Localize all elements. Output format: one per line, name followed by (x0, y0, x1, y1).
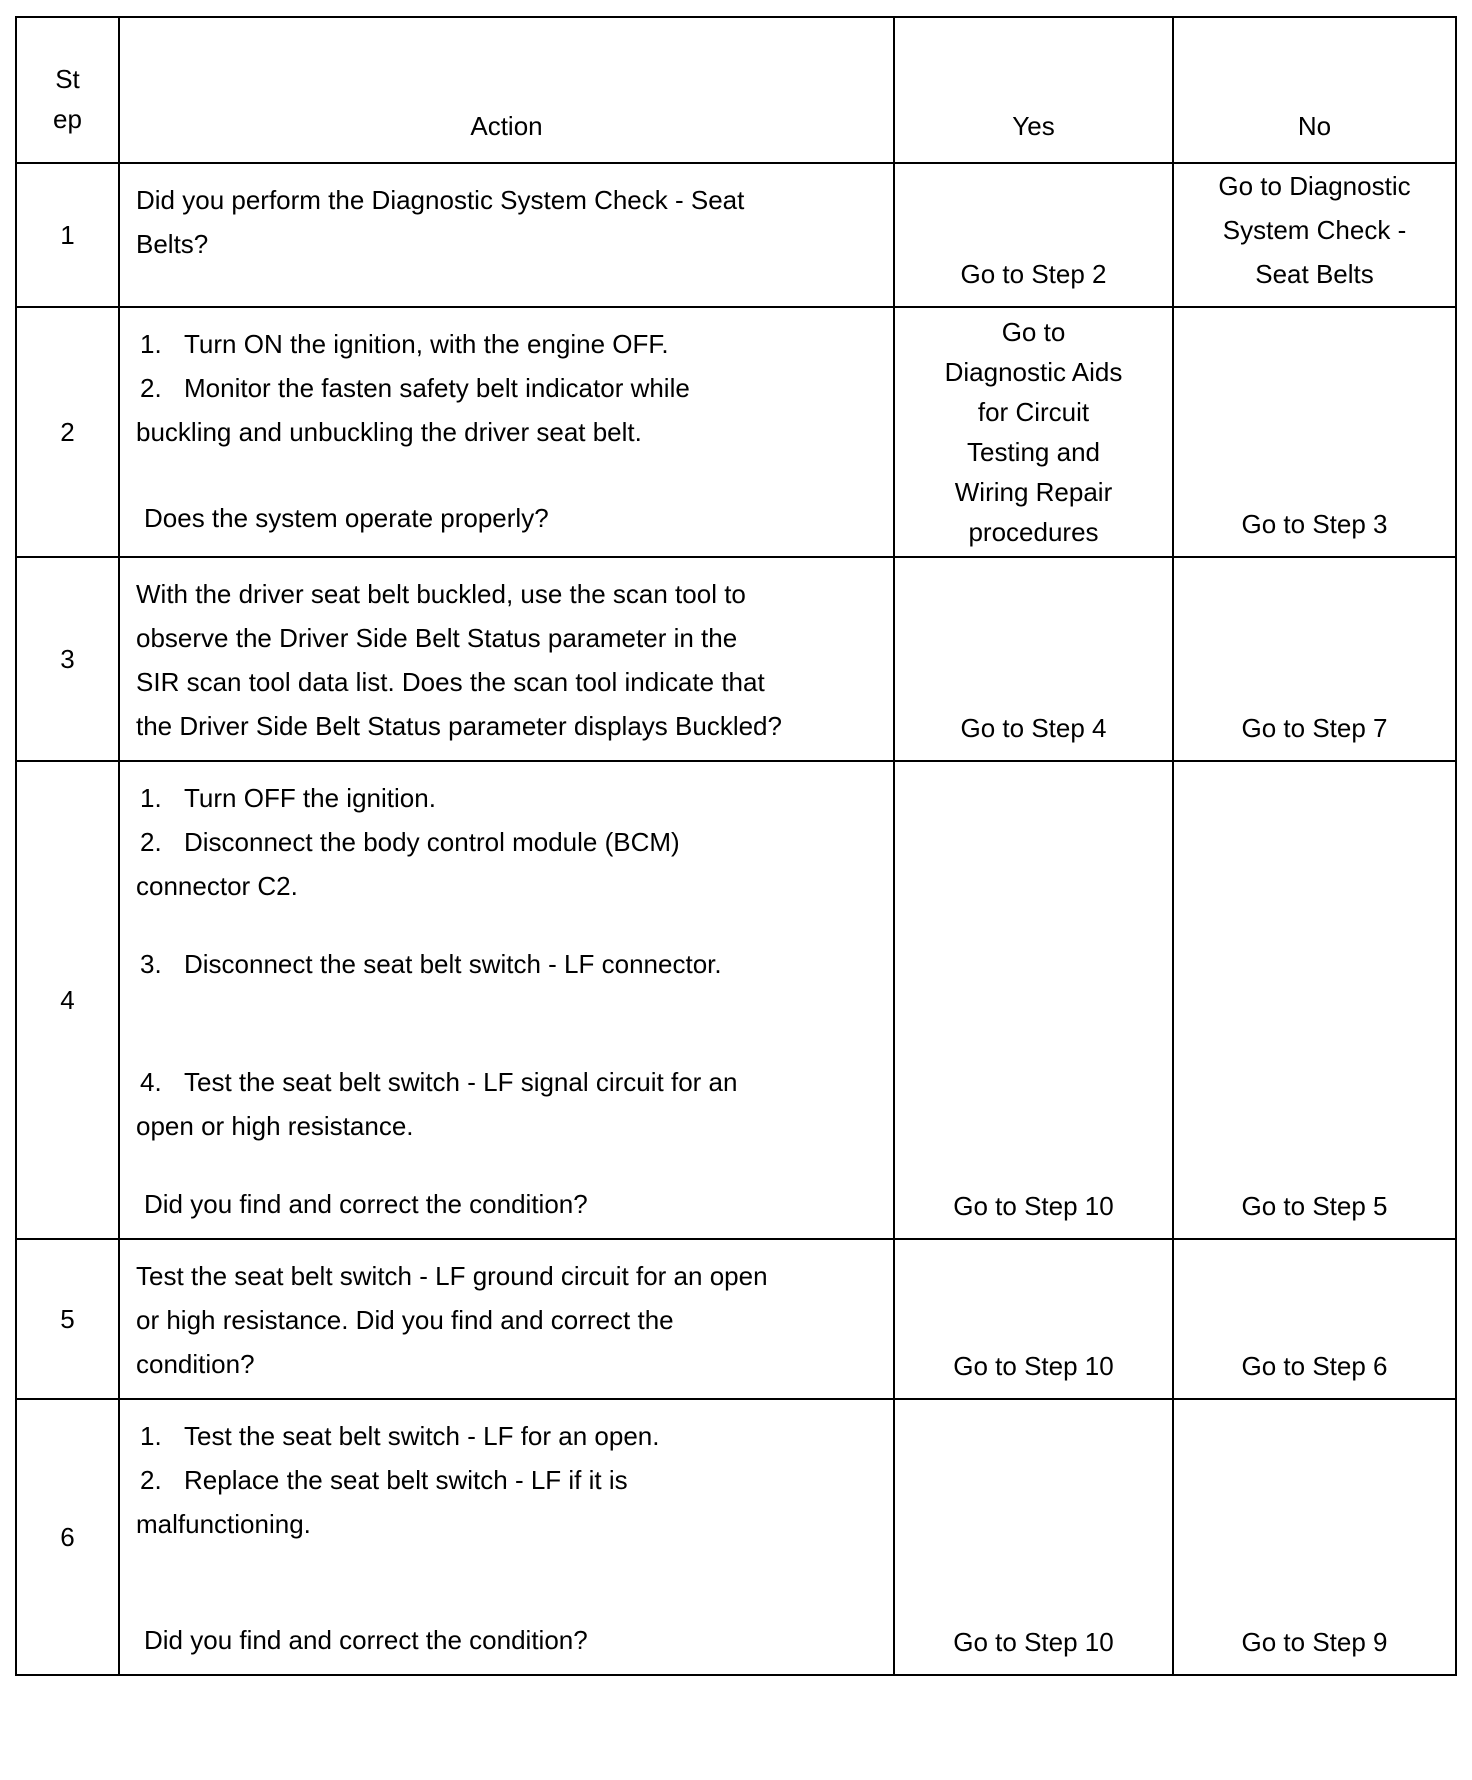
action-item-1 (136, 322, 873, 366)
no-answer: Go to Step 3 (1241, 509, 1388, 539)
action-line: observe the Driver Side Belt Status parameter in the (136, 623, 738, 653)
yes-cell (894, 163, 1173, 307)
action-line: condition? (136, 1349, 255, 1379)
no-answer-line: Seat Belts (1255, 259, 1374, 289)
yes-answer: Go to Step 4 (960, 713, 1107, 743)
item-number: 2. (140, 827, 162, 857)
action-item-4 (136, 1060, 873, 1104)
table-row-step-5 (16, 1239, 1456, 1399)
step-number: 3 (16, 557, 119, 761)
yes-answer: Go to Step 10 (953, 1351, 1114, 1381)
action-item-2 (136, 820, 873, 864)
diagnostic-table (15, 16, 1457, 1676)
action-cell (119, 761, 894, 1239)
item-number: 1. (140, 329, 162, 359)
header-step-line2: ep (53, 104, 82, 134)
yes-answer: Go to Step 2 (960, 259, 1107, 289)
yes-answer: Go to Step 10 (953, 1191, 1114, 1221)
table-row-step-4 (16, 761, 1456, 1239)
yes-answer-line: Go to (1001, 317, 1066, 347)
no-answer-line: Go to Diagnostic (1218, 171, 1411, 201)
item-text: Test the seat belt switch - LF for an open. (184, 1421, 660, 1451)
spacer (136, 454, 873, 496)
action-item-4-cont: open or high resistance. (136, 1111, 414, 1141)
item-text: Turn ON the ignition, with the engine OFF. (184, 329, 669, 359)
action-item-2-cont: malfunctioning. (136, 1509, 311, 1539)
item-text: Disconnect the seat belt switch - LF connector. (184, 949, 722, 979)
yes-answer-line: procedures (968, 517, 1099, 547)
action-line: the Driver Side Belt Status parameter displays Buckled? (136, 711, 782, 741)
yes-answer-line: Wiring Repair (954, 477, 1113, 507)
spacer (136, 908, 873, 942)
table-row-step-2 (16, 307, 1456, 557)
item-number: 3. (140, 949, 162, 979)
header-step-line1: St (55, 64, 80, 94)
no-cell (1173, 557, 1456, 761)
item-number: 1. (140, 783, 162, 813)
yes-cell (894, 1399, 1173, 1675)
yes-answer: Go to Step 10 (953, 1627, 1114, 1657)
action-question: Does the system operate properly? (144, 503, 549, 533)
action-item-1 (136, 1414, 873, 1458)
yes-answer-line: for Circuit (977, 397, 1090, 427)
step-number: 5 (16, 1239, 119, 1399)
action-item-3 (136, 942, 873, 986)
no-answer: Go to Step 5 (1241, 1191, 1388, 1221)
yes-cell (894, 761, 1173, 1239)
action-line: With the driver seat belt buckled, use the scan tool to (136, 579, 746, 609)
item-number: 2. (140, 373, 162, 403)
table-row-step-6 (16, 1399, 1456, 1675)
table-row-step-1 (16, 163, 1456, 307)
action-line: Did you perform the Diagnostic System Check - Seat (136, 185, 745, 215)
action-cell (119, 163, 894, 307)
action-cell (119, 557, 894, 761)
action-line: SIR scan tool data list. Does the scan tool indicate that (136, 667, 765, 697)
no-answer: Go to Step 7 (1241, 713, 1388, 743)
step-number: 1 (16, 163, 119, 307)
diagnostic-page (15, 16, 1455, 1676)
spacer (136, 1148, 873, 1182)
action-cell (119, 1399, 894, 1675)
action-question: Did you find and correct the condition? (144, 1189, 588, 1219)
item-text: Monitor the fasten safety belt indicator while (184, 373, 690, 403)
no-cell (1173, 307, 1456, 557)
action-item-1 (136, 776, 873, 820)
item-number: 1. (140, 1421, 162, 1451)
action-cell (119, 307, 894, 557)
header-no: No (1173, 17, 1456, 163)
action-line: Test the seat belt switch - LF ground circuit for an open (136, 1261, 768, 1291)
item-text: Disconnect the body control module (BCM) (184, 827, 680, 857)
item-text: Test the seat belt switch - LF signal circuit for an (184, 1067, 738, 1097)
action-cell (119, 1239, 894, 1399)
step-number: 4 (16, 761, 119, 1239)
action-line: Belts? (136, 229, 209, 259)
action-question: Did you find and correct the condition? (144, 1625, 588, 1655)
header-yes: Yes (894, 17, 1173, 163)
item-number: 4. (140, 1067, 162, 1097)
yes-answer-line: Testing and (967, 437, 1100, 467)
header-step (16, 17, 119, 163)
yes-answer-line: Diagnostic Aids (944, 357, 1123, 387)
yes-cell (894, 557, 1173, 761)
action-item-2 (136, 366, 873, 410)
spacer (136, 986, 873, 1060)
table-row-step-3 (16, 557, 1456, 761)
no-cell (1173, 1239, 1456, 1399)
item-text: Replace the seat belt switch - LF if it is (184, 1465, 628, 1495)
action-line: or high resistance. Did you find and correct the (136, 1305, 674, 1335)
no-answer: Go to Step 9 (1241, 1627, 1388, 1657)
spacer (136, 1546, 873, 1618)
table-header-row (16, 17, 1456, 163)
step-number: 6 (16, 1399, 119, 1675)
no-cell (1173, 1399, 1456, 1675)
action-item-2-cont: buckling and unbuckling the driver seat belt. (136, 417, 642, 447)
yes-cell (894, 307, 1173, 557)
item-text: Turn OFF the ignition. (184, 783, 436, 813)
yes-cell (894, 1239, 1173, 1399)
action-item-2 (136, 1458, 873, 1502)
no-cell (1173, 761, 1456, 1239)
no-answer-line: System Check - (1222, 215, 1407, 245)
no-cell (1173, 163, 1456, 307)
item-number: 2. (140, 1465, 162, 1495)
action-item-2-cont: connector C2. (136, 871, 298, 901)
header-action: Action (119, 17, 894, 163)
no-answer: Go to Step 6 (1241, 1351, 1388, 1381)
step-number: 2 (16, 307, 119, 557)
